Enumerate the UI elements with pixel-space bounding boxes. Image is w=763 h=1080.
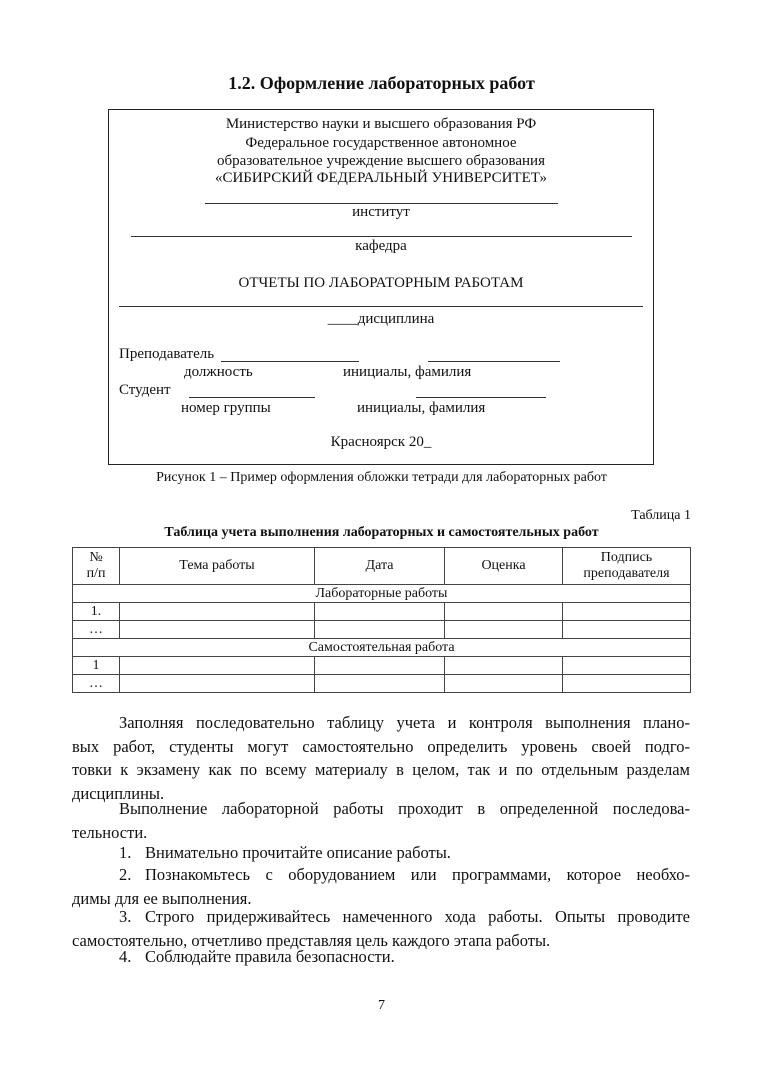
table-header-row (73, 548, 691, 585)
cell-topic (120, 621, 315, 639)
cell-date (315, 675, 445, 693)
cover-group-label: номер группы (181, 400, 271, 416)
teacher-name-line (428, 361, 560, 362)
cover-discipline-label: ____дисциплина (327, 311, 435, 327)
cell-date (315, 603, 445, 621)
table-title: Таблица учета выполнения лабораторных и самостоятельных работ (164, 525, 599, 540)
row-num: … (73, 621, 120, 639)
header-grade: Оценка (445, 548, 563, 585)
step-4: 4. Соблюдайте правила безопасности. (119, 947, 395, 966)
cover-sample-frame (108, 109, 654, 465)
figure-caption: Рисунок 1 – Пример оформления обложки тетради для лабораторных работ (156, 470, 607, 485)
cover-institution: образовательное учреждение высшего образования (217, 153, 545, 169)
header-topic: Тема работы (120, 548, 315, 585)
cover-position-label: должность (184, 364, 253, 380)
cell-signature (563, 657, 691, 675)
student-name-line (416, 397, 546, 398)
cover-department-label: кафедра (355, 238, 407, 254)
table-label: Таблица 1 (631, 508, 691, 523)
cell-topic (120, 603, 315, 621)
cell-grade (445, 657, 563, 675)
page-number: 7 (378, 998, 385, 1013)
cover-teacher-label: Преподаватель (119, 346, 215, 362)
cover-student-label: Студент (119, 382, 171, 398)
step-2: 2. Познакомьтесь с оборудованием или программами, которое необхо- димы для ее выполнения. (72, 865, 690, 908)
cell-topic (120, 675, 315, 693)
section-row-lab (73, 585, 691, 603)
cover-student-name-label: инициалы, фамилия (357, 400, 486, 416)
cell-topic (120, 657, 315, 675)
table-row (73, 621, 691, 639)
cell-signature (563, 621, 691, 639)
step-3: 3. Строго придерживайтесь намеченного хода работы. Опыты проводите самостоятельно, отчетливо представляя цель каждого этапа работы. (72, 907, 690, 950)
cell-grade (445, 675, 563, 693)
cover-federal: Федеральное государственное автономное (245, 135, 517, 151)
header-date: Дата (315, 548, 445, 585)
section-title-lab: Лабораторные работы (73, 585, 691, 603)
header-num: № п/п (73, 548, 120, 585)
section-row-independent (73, 639, 691, 657)
cell-grade (445, 621, 563, 639)
cell-date (315, 621, 445, 639)
cover-university: «СИБИРСКИЙ ФЕДЕРАЛЬНЫЙ УНИВЕРСИТЕТ» (214, 170, 548, 186)
student-group-line (189, 397, 315, 398)
cell-signature (563, 675, 691, 693)
cell-date (315, 657, 445, 675)
table-row (73, 657, 691, 675)
row-num: 1 (73, 657, 120, 675)
table-row (73, 603, 691, 621)
section-title-independent: Самостоятельная работа (73, 639, 691, 657)
header-signature: Подпись преподавателя (563, 548, 691, 585)
discipline-underline (119, 306, 643, 307)
row-num: 1. (73, 603, 120, 621)
cell-grade (445, 603, 563, 621)
cover-reports-title: ОТЧЕТЫ ПО ЛАБОРАТОРНЫМ РАБОТАМ (238, 275, 524, 291)
cover-city-year: Красноярск 20_ (330, 434, 432, 450)
records-table (72, 547, 691, 693)
department-underline (131, 236, 632, 237)
cover-teacher-name-label: инициалы, фамилия (343, 364, 472, 380)
row-num: … (73, 675, 120, 693)
paragraph-1: Заполняя последовательно таблицу учета и контроля выполнения плано- вых работ, студенты могут самостоятельно определить уровень своей подго- товки к экзамену как по всему материалу в целом, так и по отдельным разделам дисциплины. (72, 713, 690, 803)
step-1: 1. Внимательно прочитайте описание работы. (119, 843, 451, 862)
cover-ministry: Министерство науки и высшего образования РФ (225, 116, 537, 132)
table-row (73, 675, 691, 693)
section-title: 1.2. Оформление лабораторных работ (228, 73, 535, 93)
teacher-position-line (221, 361, 359, 362)
paragraph-2: Выполнение лабораторной работы проходит в определенной последова- тельности. (72, 799, 690, 842)
cell-signature (563, 603, 691, 621)
cover-institute-label: институт (352, 204, 410, 220)
